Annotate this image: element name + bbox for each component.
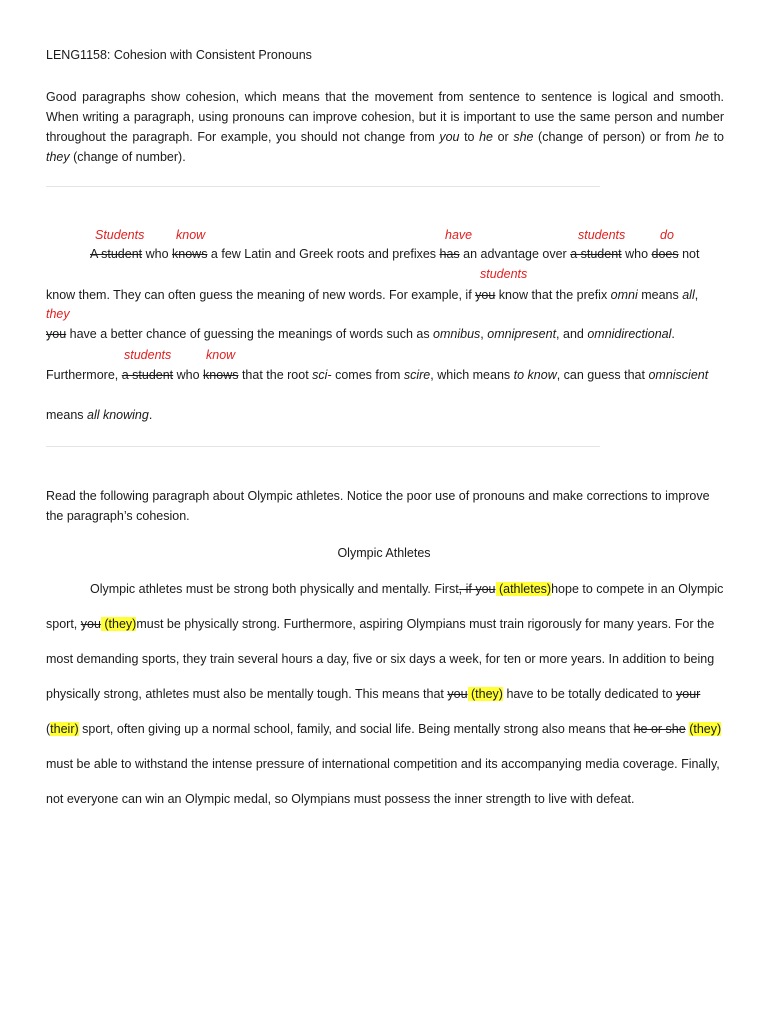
highlighted-correction: their) bbox=[50, 722, 79, 736]
intro-text: or bbox=[493, 130, 514, 144]
struck-text: your bbox=[676, 687, 701, 701]
example-line-2 bbox=[46, 288, 698, 302]
struck-text: you bbox=[46, 327, 67, 341]
correction-students: Students bbox=[95, 228, 145, 242]
correction-do: do bbox=[660, 228, 674, 242]
example-italic: omni bbox=[610, 288, 638, 302]
struck-text: a student bbox=[121, 368, 174, 382]
struck-text: A student bbox=[90, 247, 143, 261]
example-text: comes from bbox=[331, 368, 404, 382]
struck-text: a student bbox=[570, 247, 622, 261]
correction-students: students bbox=[124, 348, 172, 362]
example-text: not bbox=[678, 247, 700, 261]
example-text: that the root bbox=[238, 368, 313, 382]
example-text: , bbox=[480, 327, 488, 341]
example-text: have a better chance of guessing the meanings of words such as bbox=[66, 327, 434, 341]
intro-italic-they: they bbox=[46, 150, 70, 164]
intro-text: (change of number). bbox=[69, 150, 186, 164]
correction-know: know bbox=[176, 228, 206, 242]
intro-italic-she: she bbox=[513, 130, 534, 144]
olympic-paragraph bbox=[46, 572, 726, 817]
highlighted-correction: (they) bbox=[689, 722, 722, 736]
intro-italic-he: he bbox=[695, 130, 709, 144]
struck-text: he or she bbox=[633, 722, 686, 736]
intro-text: (change of person) or from bbox=[533, 130, 696, 144]
instruction-paragraph bbox=[46, 486, 724, 526]
example-text: means bbox=[637, 288, 683, 302]
example-italic: omnidirectional bbox=[587, 327, 672, 341]
example-text: an advantage over bbox=[459, 247, 571, 261]
paragraph-text: sport, often giving up a normal school, family, and social life. Being mentally strong also means that bbox=[78, 722, 634, 736]
example-italic: sci- bbox=[312, 368, 332, 382]
example-italic: omnipresent bbox=[487, 327, 557, 341]
paragraph-text: must be physically strong. Furthermore, aspiring Olympians must train rigorously for many years. For the most demanding sports, they train several hours a day, five or six days a week, for ten or more years. In addition to being physically strong, athletes must also be mentally tough. This means that bbox=[46, 617, 715, 701]
example-italic: scire bbox=[403, 368, 431, 382]
example-text: . bbox=[148, 408, 153, 422]
example-text: know that the prefix bbox=[495, 288, 611, 302]
paragraph-text: ( bbox=[46, 722, 51, 736]
document-title: LENG1158: Cohesion with Consistent Pronouns bbox=[46, 48, 312, 62]
struck-text: has bbox=[439, 247, 460, 261]
struck-text: you bbox=[80, 617, 101, 631]
correction-they: they bbox=[46, 307, 70, 321]
struck-text: you bbox=[447, 687, 468, 701]
divider-top bbox=[46, 186, 600, 187]
example-line-3 bbox=[46, 327, 675, 341]
example-italic: all bbox=[682, 288, 695, 302]
example-text: , and bbox=[556, 327, 588, 341]
intro-italic-he: he bbox=[479, 130, 494, 144]
paragraph-text: must be able to withstand the intense pressure of international competition and its accompanying media coverage. Finally, not everyone can win an Olympic medal, so Olympians must possess the inner strength to live with defeat. bbox=[46, 757, 720, 806]
example-text: a few Latin and Greek roots and prefixes bbox=[207, 247, 440, 261]
example-text: . bbox=[671, 327, 675, 341]
highlighted-correction: (athletes) bbox=[495, 582, 552, 596]
example-text: know them. They can often guess the meaning of new words. For example, if bbox=[46, 288, 476, 302]
correction-students: students bbox=[578, 228, 626, 242]
example-italic: to know bbox=[513, 368, 557, 382]
example-text: Furthermore, bbox=[46, 368, 122, 382]
struck-text: , if you bbox=[458, 582, 496, 596]
divider-bottom bbox=[46, 446, 600, 447]
example-italic: omniscient bbox=[648, 368, 709, 382]
intro-text: to bbox=[709, 130, 725, 144]
example-text: who bbox=[621, 247, 652, 261]
example-italic: omnibus bbox=[433, 327, 481, 341]
example-text: , bbox=[694, 288, 699, 302]
example-text: who bbox=[142, 247, 173, 261]
example-line-1 bbox=[90, 247, 699, 261]
paragraph-text: have to be totally dedicated to bbox=[502, 687, 677, 701]
highlighted-correction: (they) bbox=[100, 617, 137, 631]
example-italic: all knowing bbox=[87, 408, 149, 422]
struck-text: does bbox=[651, 247, 679, 261]
instruction-text: Read the following paragraph about Olympic athletes. Notice the poor use of pronouns and make corrections to improve the paragraph’s cohesion. bbox=[46, 489, 710, 523]
intro-text: to bbox=[459, 130, 480, 144]
correction-have: have bbox=[445, 228, 473, 242]
paragraph-text: Olympic athletes must be strong both physically and mentally. First bbox=[90, 582, 459, 596]
intro-text: Good paragraphs show cohesion, which means that the movement from sentence to sentence is logical and smooth. When writing a paragraph, using pronouns can improve cohesion, but it is important to use the same person and number throughout the paragraph. For example, you should not change from bbox=[46, 90, 724, 144]
example-text: who bbox=[173, 368, 204, 382]
example-text: means bbox=[46, 408, 87, 422]
struck-text: knows bbox=[203, 368, 239, 382]
paragraph-text: hope to compete in an Olympic sport, bbox=[46, 582, 724, 631]
intro-italic-you: you bbox=[439, 130, 460, 144]
correction-students: students bbox=[480, 267, 528, 281]
intro-paragraph bbox=[46, 87, 724, 167]
example-line-4 bbox=[46, 368, 708, 382]
struck-text: knows bbox=[172, 247, 208, 261]
highlighted-correction: (they) bbox=[467, 687, 503, 701]
struck-text: you bbox=[475, 288, 496, 302]
example-line-5 bbox=[46, 408, 152, 422]
correction-know: know bbox=[206, 348, 236, 362]
example-text: , can guess that bbox=[556, 368, 649, 382]
example-text: , which means bbox=[430, 368, 514, 382]
olympic-title: Olympic Athletes bbox=[337, 546, 431, 560]
